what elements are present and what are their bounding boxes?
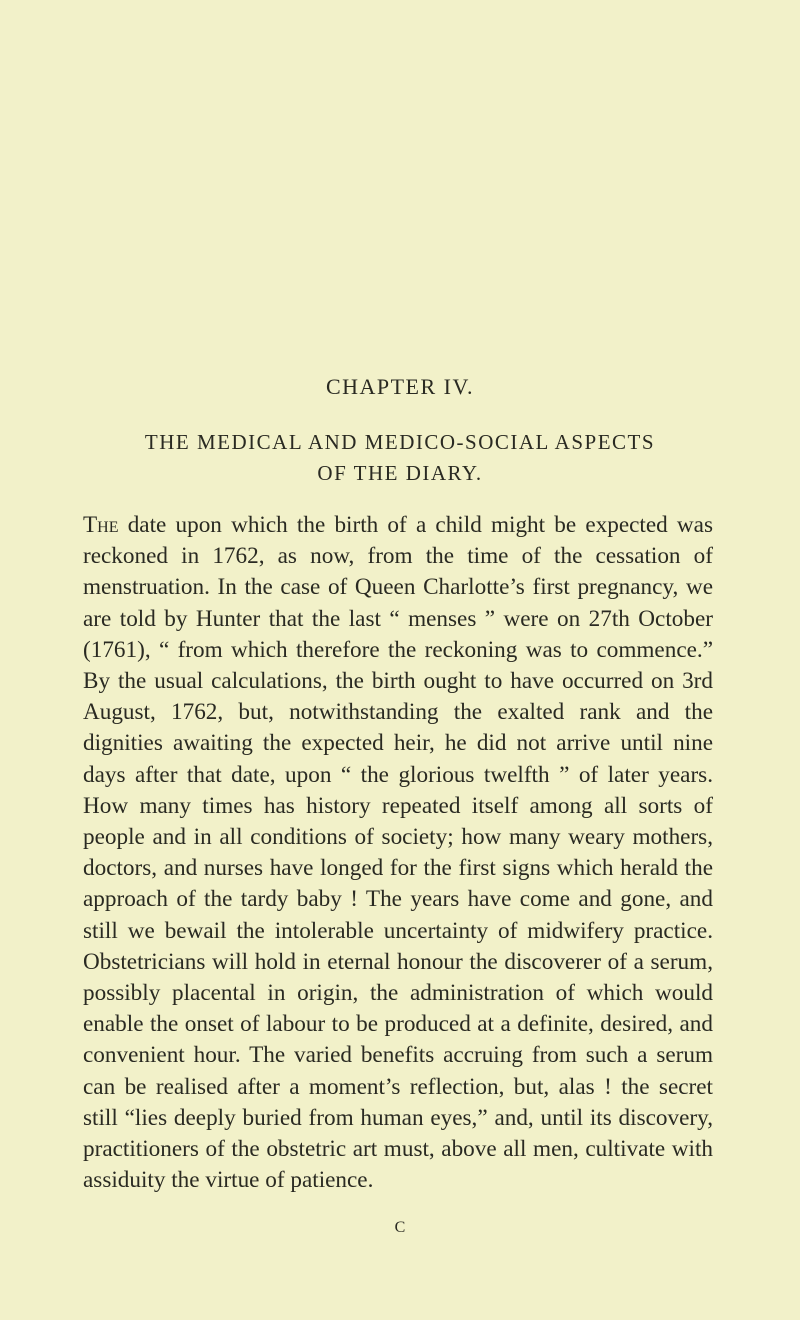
body-paragraph — [83, 510, 713, 1196]
chapter-title-line-1: THE MEDICAL AND MEDICO-SOCIAL ASPECTS — [144, 430, 656, 454]
paragraph-text: date upon which the birth of a child might be expected was reckoned in 1762, as now, from the time of the cessation of menstruation. In the case of Queen Charlotte’s first pregnancy, we are told by Hunter that the last “ menses ” were on 27th October (1761), “ from which therefore the reckoning was to commence.” By the usual calculations, the birth ought to have occurred on 3rd August, 1762, but, notwithstanding the exalted rank and the dignities awaiting the expected heir, he did not arrive until nine days after that date, upon “ the glorious twelfth ” of later years. How many times has history repeated itself among all sorts of people and in all conditions of society; how many weary mothers, doctors, and nurses have longed for the first signs which herald the approach of the tardy baby ! The years have come and gone, and still we bewail the intolerable uncertainty of midwifery practice. Obstetricians will hold in eternal honour the discoverer of a serum, possibly placental in origin, the administration of which would enable the onset of labour to be produced at a definite, desired, and convenient hour. The varied benefits accruing from such a serum can be realised after a moment’s reflection, but, alas ! the secret still “lies deeply buried from human eyes,” and, until its discovery, practitioners of the obstetric art must, above all men, cultivate with assiduity the virtue of patience. — [83, 512, 713, 1194]
chapter-heading: CHAPTER IV. — [325, 374, 475, 399]
signature-mark: C — [394, 1219, 406, 1236]
chapter-title — [0, 427, 800, 489]
chapter-title-line-2: OF THE DIARY. — [317, 461, 483, 485]
lead-word: The — [83, 512, 119, 538]
